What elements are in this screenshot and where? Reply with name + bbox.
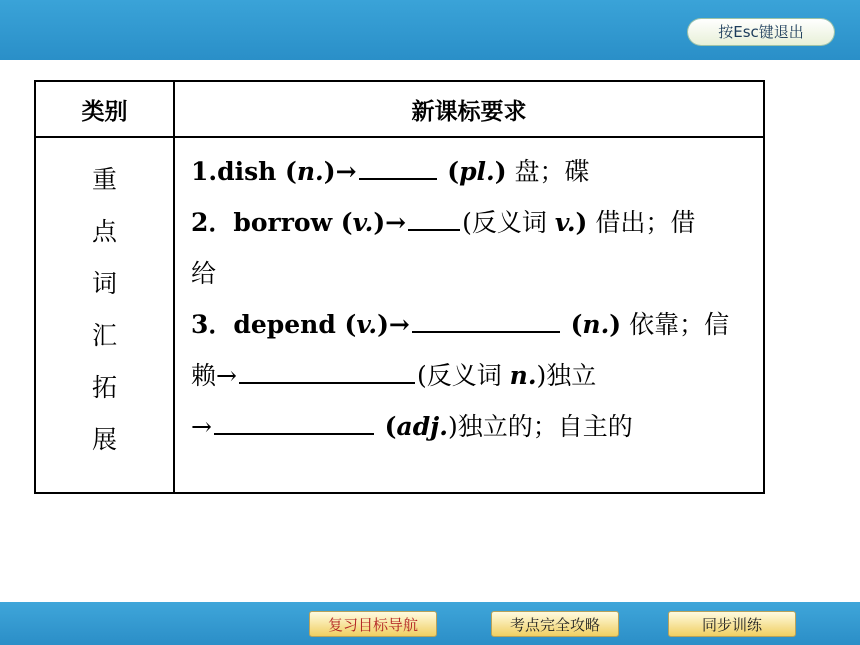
pos-label: n. <box>509 361 537 390</box>
item-dish <box>191 146 749 197</box>
item-text: )→ <box>377 310 410 339</box>
answer-blank[interactable] <box>214 413 374 435</box>
item-depend <box>191 299 749 350</box>
item-text: ) <box>609 310 622 339</box>
item-borrow <box>191 197 749 248</box>
item-depend-adj <box>191 401 749 452</box>
category-char: 词 <box>91 269 117 298</box>
pos-label: pl. <box>459 157 495 186</box>
item-text: 1.dish ( <box>191 157 297 186</box>
note-text: (反义词 <box>416 361 510 390</box>
pos-label: v. <box>356 310 378 339</box>
table-row <box>35 137 764 493</box>
item-text: ) <box>575 208 588 237</box>
answer-blank[interactable] <box>239 362 415 384</box>
meaning-text: )独立的；自主的 <box>447 412 633 441</box>
requirements-cell <box>174 137 764 493</box>
pos-label: n. <box>296 157 324 186</box>
item-text: )→ <box>323 157 357 186</box>
header-category: 类别 <box>35 81 174 137</box>
item-text: ( <box>438 157 460 186</box>
table-header-row <box>35 81 764 137</box>
answer-blank[interactable] <box>412 311 560 333</box>
pos-label: v. <box>352 208 374 237</box>
bottom-bar <box>0 602 860 645</box>
answer-blank[interactable] <box>359 158 437 180</box>
meaning-text: 借出；借 <box>587 208 696 237</box>
vocab-table <box>34 80 765 494</box>
arrow-text: → <box>191 412 212 441</box>
category-char: 展 <box>91 425 117 454</box>
top-bar <box>0 0 860 60</box>
pos-label: n. <box>582 310 610 339</box>
item-text: 2．borrow ( <box>191 208 353 237</box>
item-borrow-cont <box>191 248 749 299</box>
item-text: ) <box>494 157 507 186</box>
pos-label: adj. <box>396 412 448 441</box>
pos-label: v. <box>554 208 576 237</box>
item-text: ( <box>561 310 583 339</box>
item-depend-antonym <box>191 350 749 401</box>
key-points-button[interactable]: 考点完全攻略 <box>491 611 619 637</box>
answer-blank[interactable] <box>408 209 460 231</box>
item-text: ( <box>375 412 397 441</box>
note-text: (反义词 <box>462 208 555 237</box>
header-requirements: 新课标要求 <box>174 81 764 137</box>
category-char: 点 <box>91 217 117 246</box>
exit-button[interactable]: 按Esc键退出 <box>688 19 834 45</box>
note-text: )独立 <box>536 361 597 390</box>
category-char: 汇 <box>91 321 117 350</box>
sync-training-button[interactable]: 同步训练 <box>668 611 796 637</box>
meaning-text: 依靠；信 <box>621 310 730 339</box>
meaning-text: 赖→ <box>191 361 237 390</box>
category-cell <box>35 137 174 493</box>
category-char: 重 <box>91 165 117 194</box>
item-text: 3．depend ( <box>191 310 357 339</box>
meaning-text: 盘；碟 <box>506 157 590 186</box>
category-char: 拓 <box>91 373 117 402</box>
item-text: )→ <box>373 208 407 237</box>
review-goals-button[interactable]: 复习目标导航 <box>309 611 437 637</box>
meaning-text: 给 <box>191 259 217 288</box>
